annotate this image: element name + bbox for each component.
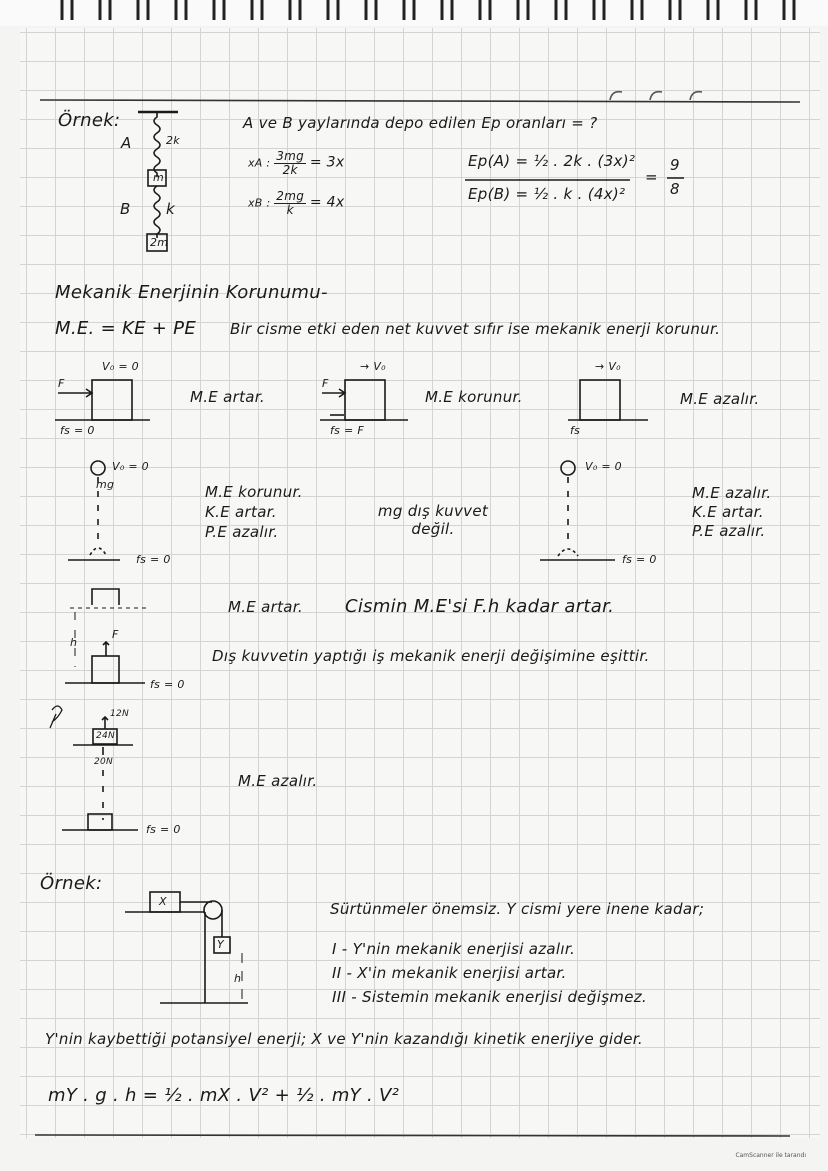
ratio-denominator: 8 (670, 180, 680, 198)
example-2-intro: Sürtünmeler önemsiz. Y cismi yere inene kadar; (330, 900, 705, 918)
xb-label: xB : (248, 196, 271, 210)
lift-force: F (112, 628, 119, 641)
lift-result: M.E artar. (228, 598, 303, 616)
xb-fraction (274, 190, 306, 217)
case2-friction: fs = F (330, 424, 364, 437)
fall-left-line-3: P.E azalır. (205, 523, 279, 541)
mass-2m-label: 2m (150, 236, 169, 249)
xa-label: xA : (248, 156, 271, 170)
block-x-label: X (159, 895, 167, 908)
case1-friction: fs = 0 (60, 424, 95, 437)
note-mg-external: mg dış kuvvet değil. (377, 502, 489, 538)
section-title: Mekanik Enerjinin Korunumu- (55, 282, 328, 303)
case2-result: M.E korunur. (425, 388, 523, 406)
conservation-statement: Bir cisme etki eden net kuvvet sıfır ise mekanik enerji korunur. (230, 320, 721, 338)
me-formula: M.E. = KE + PE (55, 318, 197, 339)
question-text: A ve B yaylarında depo edilen Ep oranları = ? (243, 114, 598, 132)
case1-force: F (58, 377, 65, 390)
ratio-numerator: 9 (670, 156, 680, 174)
xb-result: = 4x (309, 194, 345, 211)
conclusion-text: Y'nin kaybettiği potansiyel enerji; X ve Y'nin kazandığı kinetik enerjiye gider. (45, 1030, 643, 1048)
spring-a-constant: 2k (166, 134, 180, 147)
lift-height: h (70, 636, 78, 649)
xa-formula (248, 150, 344, 177)
fall-right-line-1: M.E azalır. (692, 484, 772, 502)
ratio-equals: = (645, 168, 658, 186)
fall-right-velocity: V₀ = 0 (585, 460, 622, 473)
height-label: h (234, 972, 242, 985)
fall-right-friction: fs = 0 (622, 553, 657, 566)
fall-right-line-2: K.E artar. (692, 503, 764, 521)
fall-left-velocity: V₀ = 0 (112, 460, 149, 473)
lift-friction: fs = 0 (150, 678, 185, 691)
xa-fraction (274, 150, 306, 177)
drop-weight: 20N (94, 757, 114, 767)
scanner-watermark: CamScanner ile tarandı (735, 1152, 806, 1159)
statement-3: III - Sistemin mekanik enerjisi değişmez. (332, 988, 647, 1006)
case3-friction: fs (570, 424, 581, 437)
spring-b-constant: k (166, 200, 175, 218)
xa-numerator: 3mg (276, 149, 305, 163)
drop-friction: fs = 0 (146, 823, 181, 836)
xb-denominator: k (286, 203, 294, 217)
spring-a-label: A (121, 134, 132, 152)
ep-a-formula: Ep(A) = ½ . 2k . (3x)² (468, 152, 636, 170)
lift-note-2: Dış kuvvetin yaptığı iş mekanik enerji değişimine eşittir. (212, 647, 650, 665)
example-1-label: Örnek: (58, 110, 121, 131)
drop-mass: 24N (96, 731, 116, 741)
fall-left-weight: mg (96, 478, 115, 491)
fall-right-line-3: P.E azalır. (692, 522, 766, 540)
statement-2: II - X'in mekanik enerjisi artar. (332, 964, 567, 982)
case2-velocity: → V₀ (360, 360, 386, 373)
case3-velocity: → V₀ (595, 360, 621, 373)
case1-velocity: V₀ = 0 (102, 360, 139, 373)
xb-formula (248, 190, 344, 217)
spring-b-label: B (120, 200, 131, 218)
xb-numerator: 2mg (276, 189, 305, 203)
ep-b-formula: Ep(B) = ½ . k . (4x)² (468, 185, 626, 203)
lift-note-1: Cismin M.E'si F.h kadar artar. (345, 596, 615, 617)
fall-left-friction: fs = 0 (136, 553, 171, 566)
energy-equation: mY . g . h = ½ . mX . V² + ½ . mY . V² (48, 1085, 400, 1106)
statement-1: I - Y'nin mekanik enerjisi azalır. (332, 940, 576, 958)
block-y-label: Y (217, 938, 225, 951)
xa-denominator: 2k (282, 163, 298, 177)
drop-result: M.E azalır. (238, 772, 318, 790)
example-2-label: Örnek: (40, 873, 103, 894)
mass-m-label: m (153, 171, 165, 184)
case2-force: F (322, 377, 329, 390)
xa-result: = 3x (309, 154, 345, 171)
fall-left-line-1: M.E korunur. (205, 483, 303, 501)
case3-result: M.E azalır. (680, 390, 760, 408)
case1-result: M.E artar. (190, 388, 265, 406)
fall-left-line-2: K.E artar. (205, 503, 277, 521)
drop-up-force: 12N (110, 709, 130, 719)
